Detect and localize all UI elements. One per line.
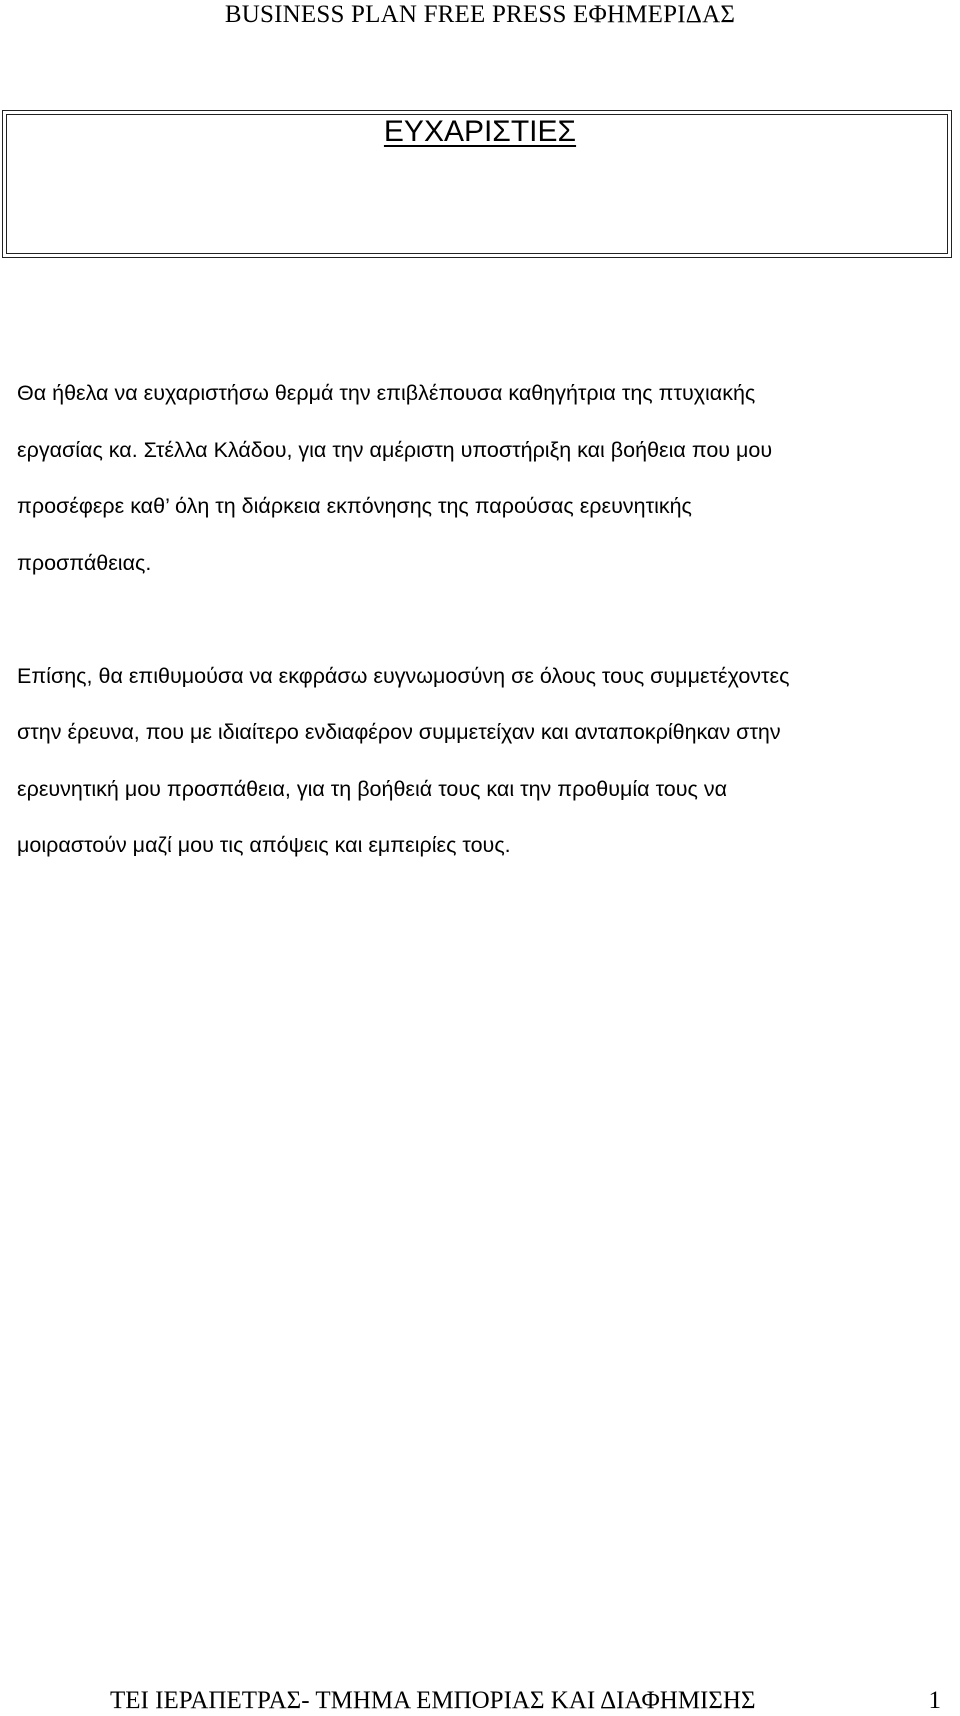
paragraph-line: στην έρευνα, που με ιδιαίτερο ενδιαφέρον συμμετείχαν και ανταποκρίθηκαν στην xyxy=(17,720,781,744)
running-footer xyxy=(0,1686,960,1716)
paragraph-line: προσέφερε καθ’ όλη τη διάρκεια εκπόνησης της παρούσας ερευνητικής xyxy=(17,494,692,518)
paragraph-line: ερευνητική μου προσπάθεια, για τη βοήθειά τους και την προθυμία τους να xyxy=(17,777,727,801)
footer-institution: ΤΕΙ ΙΕΡΑΠΕΤΡΑΣ- ΤΜΗΜΑ ΕΜΠΟΡΙΑΣ ΚΑΙ ΔΙΑΦΗΜΙΣΗΣ xyxy=(110,1687,756,1714)
page-title: ΕΥΧΑΡΙΣΤΙΕΣ xyxy=(383,115,577,148)
paragraph-line: Επίσης, θα επιθυμούσα να εκφράσω ευγνωμοσύνη σε όλους τους συμμετέχοντες xyxy=(17,664,790,688)
paragraph-line: προσπάθειας. xyxy=(17,551,152,575)
paragraph-line: μοιραστούν μαζί μου τις απόψεις και εμπειρίες τους. xyxy=(17,833,511,857)
page-number: 1 xyxy=(928,1687,941,1714)
running-header: BUSINESS PLAN FREE PRESS ΕΦΗΜΕΡΙΔΑΣ xyxy=(224,1,736,28)
paragraph-line: εργασίας κα. Στέλλα Κλάδου, για την αμέριστη υποστήριξη και βοήθεια που μου xyxy=(17,438,773,462)
paragraph-line: Θα ήθελα να ευχαριστήσω θερμά την επιβλέπουσα καθηγήτρια της πτυχιακής xyxy=(17,381,756,405)
